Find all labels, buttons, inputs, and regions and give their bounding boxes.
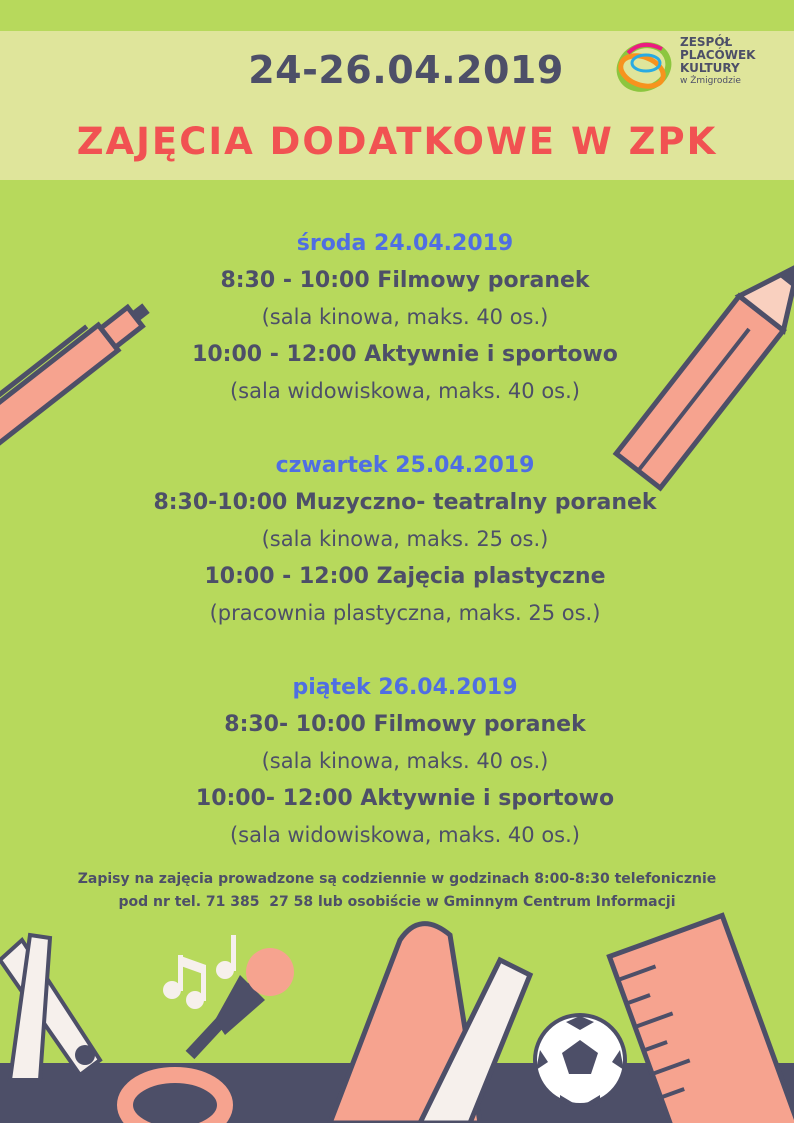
- logo-line-4: w Żmigrodzie: [680, 76, 741, 86]
- activity-title: 8:30- 10:00 Filmowy poranek: [224, 712, 586, 737]
- soccer-ball-icon: [535, 1015, 625, 1105]
- activity-title: 8:30 - 10:00 Filmowy poranek: [220, 268, 590, 293]
- activity-location: (sala widowiskowa, maks. 40 os.): [229, 823, 580, 847]
- day-block-wednesday: [100, 226, 710, 410]
- logo-line-2: PLACÓWEK: [680, 48, 756, 62]
- registration-note: [40, 868, 754, 914]
- day-block-thursday: [100, 448, 710, 632]
- date-range: 24-26.04.2019: [248, 48, 564, 92]
- schedule: [100, 226, 710, 854]
- note-line-1: Zapisy na zajęcia prowadzone są codziennie w godzinach 8:00-8:30 telefonicznie: [77, 871, 717, 887]
- activity-location: (sala kinowa, maks. 40 os.): [261, 749, 549, 773]
- day-heading: środa 24.04.2019: [296, 231, 514, 256]
- activity-location: (pracownia plastyczna, maks. 25 os.): [209, 601, 601, 625]
- activity-location: (sala kinowa, maks. 25 os.): [261, 527, 549, 551]
- logo-line-1: ZESPÓŁ: [680, 35, 733, 49]
- day-heading: czwartek 25.04.2019: [275, 453, 535, 478]
- note-line-2: pod nr tel. 71 385 27 58 lub osobiście w Gminnym Centrum Informacji: [118, 894, 676, 910]
- logo-line-3: KULTURY: [680, 61, 740, 75]
- activity-location: (sala widowiskowa, maks. 40 os.): [229, 379, 580, 403]
- microphone-icon: [190, 948, 294, 1055]
- music-notes-icon: [163, 935, 236, 1009]
- activity-location: (sala kinowa, maks. 40 os.): [261, 305, 549, 329]
- day-block-friday: [100, 670, 710, 854]
- activity-title: 10:00- 12:00 Aktywnie i sportowo: [195, 786, 615, 811]
- day-heading: piątek 26.04.2019: [292, 675, 518, 700]
- page-title: ZAJĘCIA DODATKOWE W ZPK: [76, 120, 718, 163]
- activity-title: 10:00 - 12:00 Zajęcia plastyczne: [204, 564, 606, 589]
- activity-title: 10:00 - 12:00 Aktywnie i sportowo: [192, 342, 618, 367]
- activity-title: 8:30-10:00 Muzyczno- teatralny poranek: [153, 490, 657, 515]
